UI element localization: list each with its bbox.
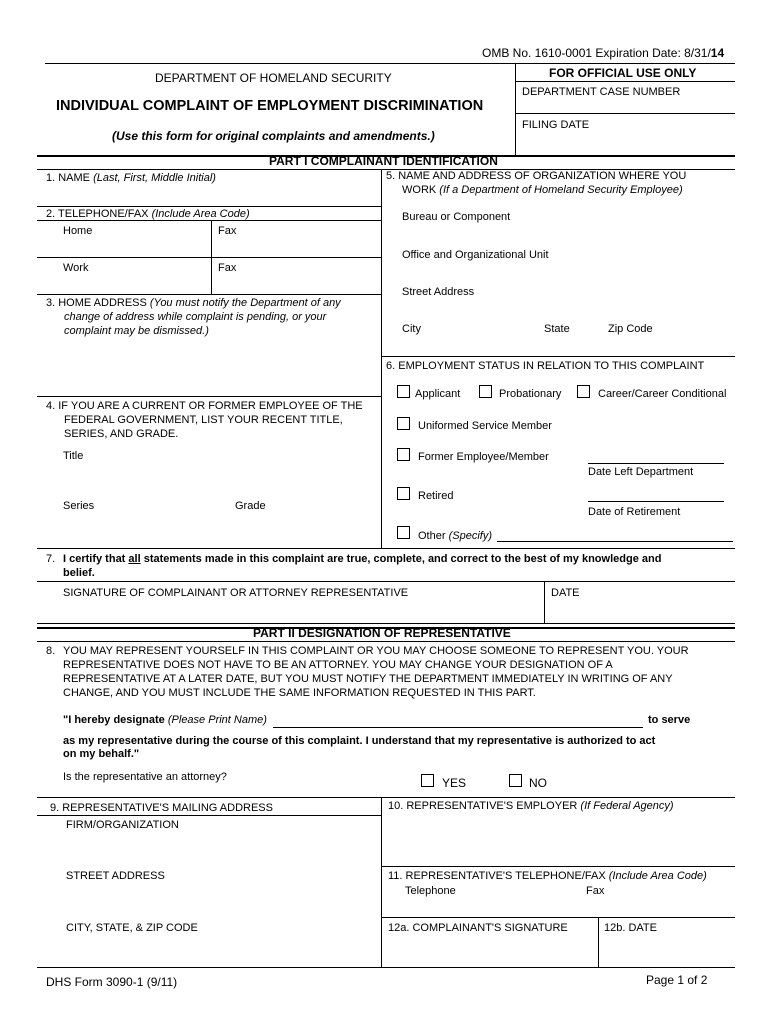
office-field[interactable]: Office and Organizational Unit xyxy=(402,249,549,261)
attorney-yes-label: YES xyxy=(442,776,467,790)
attorney-question: Is the representative an attorney? xyxy=(63,771,227,783)
date-12b[interactable]: 12b. DATE xyxy=(604,922,657,934)
firm-organization-field[interactable]: FIRM/ORGANIZATION xyxy=(66,819,179,831)
rule xyxy=(45,63,735,64)
attorney-no-label: NO xyxy=(529,776,547,790)
rule xyxy=(381,866,735,867)
former-employee-label: Former Employee/Member xyxy=(418,451,549,463)
other-specify-line[interactable] xyxy=(497,541,733,542)
work-phone-field[interactable]: Work xyxy=(63,262,89,274)
rule xyxy=(544,581,545,623)
probationary-label: Probationary xyxy=(499,388,562,400)
complainant-signature-12a[interactable]: 12a. COMPLAINANT'S SIGNATURE xyxy=(388,922,568,934)
career-checkbox[interactable] xyxy=(577,385,590,398)
federal-employee-label: 4. IF YOU ARE A CURRENT OR FORMER EMPLOYEE OF THE xyxy=(46,400,363,412)
representative-telephone-field[interactable]: Telephone xyxy=(405,885,456,897)
home-fax-field[interactable]: Fax xyxy=(218,225,237,237)
representative-fax-field[interactable]: Fax xyxy=(586,885,605,897)
form-subtitle: (Use this form for original complaints and amendments.) xyxy=(112,129,435,143)
signature-date-field[interactable]: DATE xyxy=(551,587,580,599)
rule xyxy=(515,63,516,155)
applicant-label: Applicant xyxy=(415,388,461,400)
form-title: INDIVIDUAL COMPLAINT OF EMPLOYMENT DISCRIMINATION xyxy=(56,98,484,114)
section8-text: REPRESENTATIVE AT A LATER DATE, BUT YOU MUST NOTIFY THE DEPARTMENT IMMEDIATELY IN WRITING OF ANY xyxy=(63,673,673,685)
rule xyxy=(37,641,735,642)
career-label: Career/Career Conditional xyxy=(598,388,727,400)
complainant-signature-field[interactable]: SIGNATURE OF COMPLAINANT OR ATTORNEY REPRESENTATIVE xyxy=(63,587,409,599)
representative-phone-label: 11. REPRESENTATIVE'S TELEPHONE/FAX (Include Area Code) xyxy=(388,870,707,882)
certification-statement: belief. xyxy=(63,567,95,579)
representative-name-line[interactable] xyxy=(273,727,643,728)
attorney-no-checkbox[interactable] xyxy=(509,774,522,787)
applicant-checkbox[interactable] xyxy=(397,385,410,398)
zip-field[interactable]: Zip Code xyxy=(608,323,653,335)
federal-employee-label: FEDERAL GOVERNMENT, LIST YOUR RECENT TITLE, xyxy=(64,414,343,426)
part1-heading: PART I COMPLAINANT IDENTIFICATION xyxy=(269,154,498,168)
rule xyxy=(381,169,382,548)
rule xyxy=(37,396,381,397)
employment-status-label: 6. EMPLOYMENT STATUS IN RELATION TO THIS COMPLAINT xyxy=(386,360,705,372)
rule xyxy=(598,917,599,967)
to-serve-label: to serve xyxy=(648,714,691,726)
home-phone-field[interactable]: Home xyxy=(63,225,93,237)
home-address-field[interactable]: 3. HOME ADDRESS (You must notify the Department of any xyxy=(46,297,341,309)
designate-label: "I hereby designate (Please Print Name) xyxy=(63,714,267,726)
representative-employer-field[interactable]: 10. REPRESENTATIVE'S EMPLOYER (If Federal Agency) xyxy=(388,800,674,812)
retired-label: Retired xyxy=(418,490,454,502)
designation-statement: on my behalf." xyxy=(63,748,140,760)
certification-statement: I certify that all statements made in this complaint are true, complete, and correct to the best of my knowledge and xyxy=(63,553,662,565)
organization-label: 5. NAME AND ADDRESS OF ORGANIZATION WHERE YOU xyxy=(386,170,687,182)
federal-employee-label: SERIES, AND GRADE. xyxy=(64,428,179,440)
telephone-fax-label: 2. TELEPHONE/FAX (Include Area Code) xyxy=(46,208,250,220)
section8-text: YOU MAY REPRESENT YOURSELF IN THIS COMPLAINT OR YOU MAY CHOOSE SOMEONE TO REPRESENT YOU. YOUR xyxy=(63,645,689,657)
bureau-field[interactable]: Bureau or Component xyxy=(402,211,511,223)
designation-statement: as my representative during the course of this complaint. I understand that my representative is authorized to act xyxy=(63,735,656,747)
series-field[interactable]: Series xyxy=(63,500,95,512)
rule xyxy=(381,356,735,357)
probationary-checkbox[interactable] xyxy=(479,385,492,398)
rule xyxy=(37,206,381,207)
other-label: Other (Specify) xyxy=(418,530,492,542)
date-left-label: Date Left Department xyxy=(588,466,694,478)
retired-checkbox[interactable] xyxy=(397,487,410,500)
home-address-hint: change of address while complaint is pending, or your xyxy=(64,311,327,323)
street-field[interactable]: Street Address xyxy=(402,286,475,298)
name-field[interactable]: 1. NAME (Last, First, Middle Initial) xyxy=(46,172,216,184)
city-state-zip-field[interactable]: CITY, STATE, & ZIP CODE xyxy=(66,922,198,934)
date-retirement-line[interactable] xyxy=(588,501,724,502)
section8-text: CHANGE, AND YOU MUST INCLUDE THE SAME INFORMATION REQUESTED IN THIS PART. xyxy=(63,687,536,699)
official-use-label: FOR OFFICIAL USE ONLY xyxy=(549,66,697,80)
home-address-hint: complaint may be dismissed.) xyxy=(64,325,209,337)
state-field[interactable]: State xyxy=(544,323,570,335)
section8-text: REPRESENTATIVE DOES NOT HAVE TO BE AN ATTORNEY. YOU MAY CHANGE YOUR DESIGNATION OF A xyxy=(63,659,613,671)
rule xyxy=(37,220,381,221)
rule xyxy=(37,581,735,582)
filing-date-field[interactable]: FILING DATE xyxy=(522,119,590,131)
rule xyxy=(381,917,735,918)
case-number-field[interactable]: DEPARTMENT CASE NUMBER xyxy=(522,86,681,98)
rule xyxy=(37,797,735,798)
former-employee-checkbox[interactable] xyxy=(397,448,410,461)
department-name: DEPARTMENT OF HOMELAND SECURITY xyxy=(155,71,392,85)
title-field[interactable]: Title xyxy=(63,450,84,462)
rule xyxy=(37,548,735,549)
certify-number: 7. xyxy=(46,553,56,565)
city-field[interactable]: City xyxy=(402,323,421,335)
form-number: DHS Form 3090-1 (9/11) xyxy=(46,975,178,989)
rule xyxy=(37,257,381,258)
part2-heading: PART II DESIGNATION OF REPRESENTATIVE xyxy=(253,626,511,640)
rule xyxy=(37,815,381,816)
work-fax-field[interactable]: Fax xyxy=(218,262,237,274)
date-left-line[interactable] xyxy=(588,463,724,464)
attorney-yes-checkbox[interactable] xyxy=(421,774,434,787)
section8-number: 8. xyxy=(46,645,56,657)
uniformed-checkbox[interactable] xyxy=(397,417,410,430)
uniformed-label: Uniformed Service Member xyxy=(418,420,552,432)
rule xyxy=(381,797,382,967)
other-checkbox[interactable] xyxy=(397,526,410,539)
grade-field[interactable]: Grade xyxy=(235,500,266,512)
rule xyxy=(515,113,735,114)
rule xyxy=(37,967,735,968)
rule xyxy=(37,294,381,295)
omb-number: OMB No. 1610-0001 Expiration Date: 8/31/14 xyxy=(482,46,725,60)
street-address-field[interactable]: STREET ADDRESS xyxy=(66,870,165,882)
rule xyxy=(515,81,735,82)
mailing-address-label: 9. REPRESENTATIVE'S MAILING ADDRESS xyxy=(50,802,273,814)
organization-label: WORK (If a Department of Homeland Security Employee) xyxy=(402,184,683,196)
rule xyxy=(37,623,735,624)
page-number: Page 1 of 2 xyxy=(646,973,708,987)
date-retirement-label: Date of Retirement xyxy=(588,506,681,518)
